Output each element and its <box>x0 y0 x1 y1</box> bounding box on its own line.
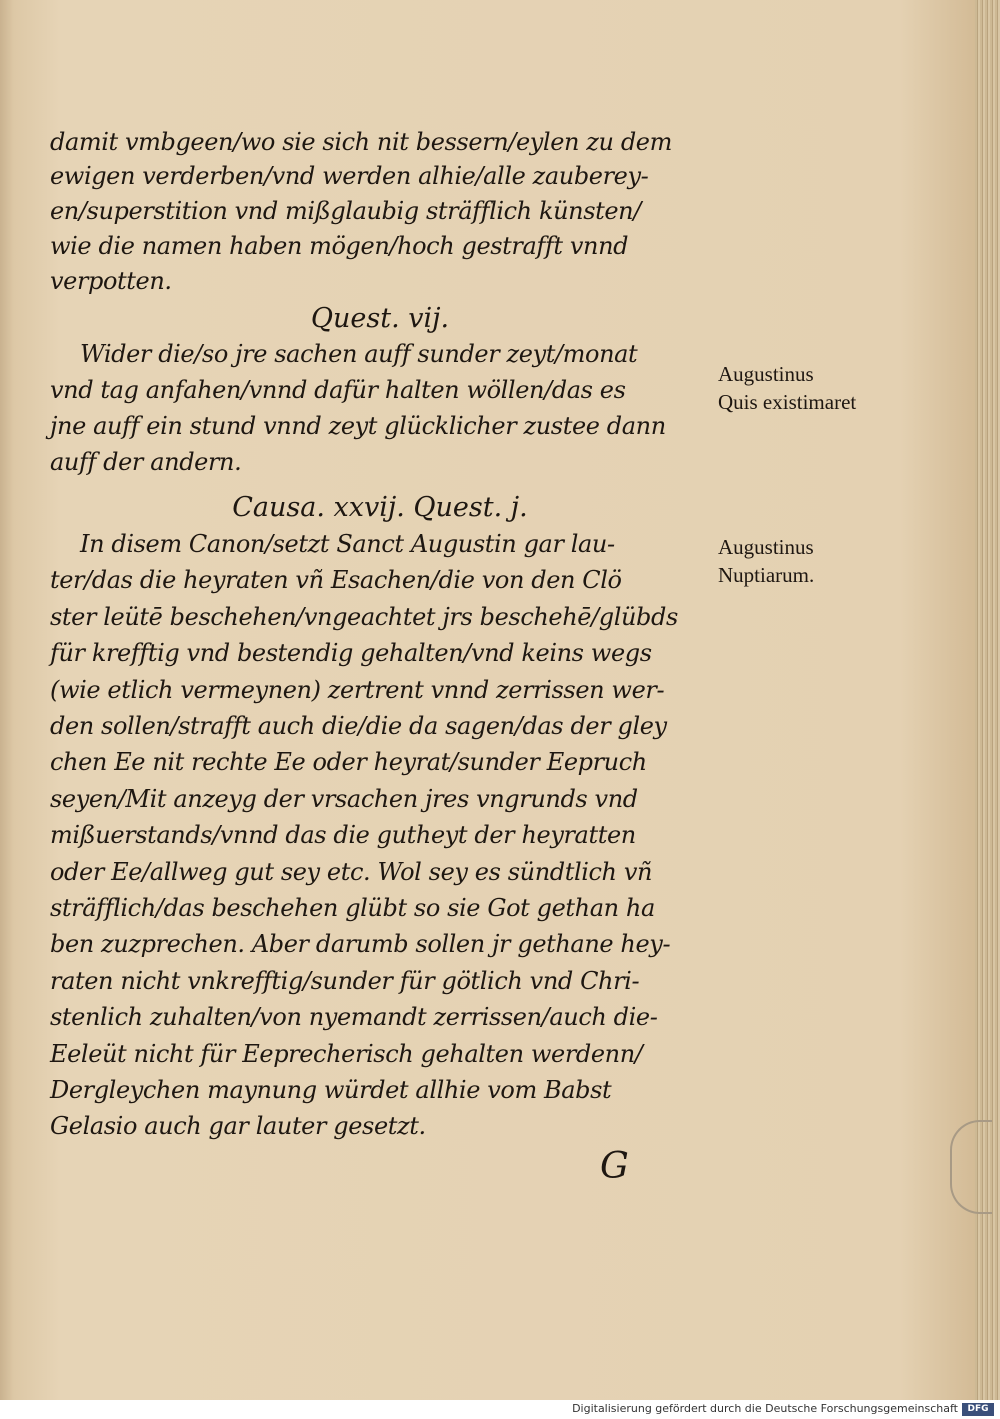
text-line: raten nicht vnkrefftig/sunder für götlich vnd Chri- <box>50 967 640 995</box>
margin-note: Quis existimaret <box>718 390 857 414</box>
text-line: wie die namen haben mögen/hoch gestrafft vnnd <box>50 232 629 260</box>
footer-credit: Digitalisierung gefördert durch die Deutsche Forschungsgemeinschaft <box>572 1402 958 1415</box>
text-line: vnd tag anfahen/vnnd dafür halten wöllen/das es <box>50 376 626 404</box>
text-line: ster leütē beschehen/vngeachtet jrs beschehē/glübds <box>50 603 678 631</box>
text-line: verpotten. <box>50 267 172 295</box>
footer-bar <box>0 1400 1000 1419</box>
text-line: stenlich zuhalten/von nyemandt zerrissen/auch die- <box>50 1003 658 1031</box>
text-line: ewigen verderben/vnd werden alhie/alle zauberey- <box>50 162 649 190</box>
margin-note: Augustinus <box>718 362 814 386</box>
text-line: ben zuzprechen. Aber darumb sollen jr gethane hey- <box>50 930 671 958</box>
text-line: Gelasio auch gar lauter gesetzt. <box>50 1112 426 1140</box>
text-line: Eeleüt nicht für Eeprecherisch gehalten werdenn/ <box>50 1040 643 1068</box>
page-clip <box>950 1120 992 1214</box>
text-line: en/superstition vnd mißglaubig sträfflich künsten/ <box>50 197 641 225</box>
text-line: jne auff ein stund vnnd zeyt glücklicher zustee dann <box>50 412 666 440</box>
text-line: In disem Canon/setzt Sanct Augustin gar lau- <box>80 530 615 558</box>
text-line: Wider die/so jre sachen auff sunder zeyt/monat <box>80 340 638 368</box>
section-heading: Causa. xxvij. Quest. j. <box>232 492 528 523</box>
section-heading: Quest. vij. <box>310 303 450 334</box>
signature-mark: G <box>600 1146 629 1187</box>
text-line: oder Ee/allweg gut sey etc. Wol sey es sündtlich vñ <box>50 858 653 886</box>
text-line: für krefftig vnd bestendig gehalten/vnd keins wegs <box>50 639 652 667</box>
text-line: mißuerstands/vnnd das die gutheyt der heyratten <box>50 821 636 849</box>
text-line: den sollen/strafft auch die/die da sagen/das der gley <box>50 712 667 740</box>
text-line: sträfflich/das beschehen glübt so sie Got gethan ha <box>50 894 655 922</box>
margin-note: Nuptiarum. <box>718 563 815 587</box>
text-line: seyen/Mit anzeyg der vrsachen jres vngrunds vnd <box>50 785 638 813</box>
show-through-text <box>725 140 955 1200</box>
text-line: damit vmbgeen/wo sie sich nit bessern/eylen zu dem <box>50 128 672 156</box>
text-line: (wie etlich vermeynen) zertrent vnnd zerrissen wer- <box>50 676 665 704</box>
text-line: ter/das die heyraten vñ Esachen/die von den Clö <box>50 566 622 594</box>
text-line: auff der andern. <box>50 448 242 476</box>
margin-note: Augustinus <box>718 535 814 559</box>
dfg-logo: DFG <box>962 1403 994 1416</box>
text-line: Dergleychen maynung würdet allhie vom Babst <box>50 1076 612 1104</box>
text-line: chen Ee nit rechte Ee oder heyrat/sunder Eepruch <box>50 748 647 776</box>
